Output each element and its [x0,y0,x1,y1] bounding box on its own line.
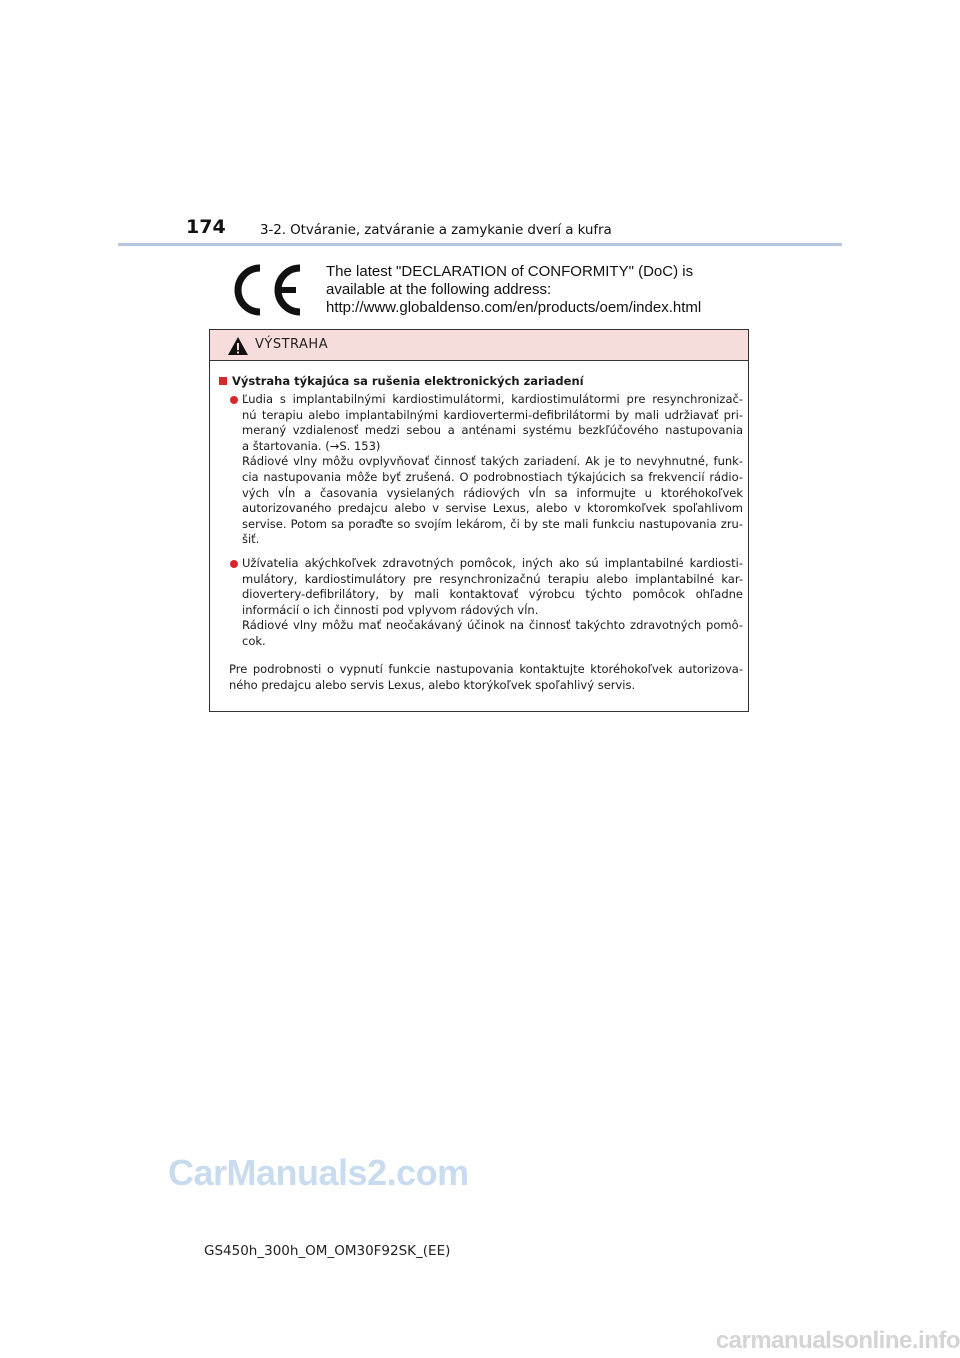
warning-subheading [219,374,584,390]
warning-title: VÝSTRAHA [255,337,329,352]
closing-paragraph [229,662,743,693]
text-line: diovertery-defibrilátory, by mali kontaktovať výrobcu týchto pomôcok ohľadne [242,587,743,602]
text-line: šiť. [242,532,260,547]
text-line: vých vĺn a časovania vysielaných rádiových vĺn sa informujte u ktoréhokoľvek [242,485,743,500]
text-line: Ľudia s implantabilnými kardiostimulátormi, kardiostimulátormi pre resynchronizač- [242,392,743,406]
text-line: autorizovaného predajcu alebo v servise Lexus, alebo v ktoromkoľvek spoľahlivom [242,501,743,516]
warning-header [210,330,748,361]
warning-box [209,329,749,712]
text-line: cok. [242,633,266,648]
text-line: nú terapiu alebo implantabilnými kardiovertermi-defibrilátormi by mali udržiavať pri- [242,407,743,422]
square-bullet-icon [219,377,227,385]
warning-subheading-text: Výstraha týkajúca sa rušenia elektronických zariadení [232,374,584,388]
warning-bullet [230,556,743,650]
text-line: Rádiové vlny môžu mať neočakávaný účinok na činnosť takýchto zdravotných pomô- [242,618,743,633]
text-line: cia nastupovania môže byť zrušená. O podrobnostiach týkajúcich sa frekvencií rádio- [242,469,743,484]
text-line: Rádiové vlny môžu ovplyvňovať činnosť takých zariadení. Ak je to nevyhnutné, funk- [242,454,743,469]
warning-bullet [230,392,743,548]
doc-line: available at the following address: [326,281,552,298]
text-line: informácií o ich činnosti pod vplyvom rádových vĺn. [242,602,539,617]
ce-mark-icon [230,262,306,318]
text-line: servise. Potom sa poraďte so svojím lekárom, či by ste mali funkciu nastupovania zru- [242,516,743,531]
bullet-dot-icon [230,396,238,404]
bullet-dot-icon [230,560,238,568]
text-line: meraný vzdialenosť medzi sebou a anténami systému bezkľúčového nastupovania [242,423,743,438]
section-title: 3-2. Otváranie, zatváranie a zamykanie dverí a kufra [260,222,612,238]
warning-triangle-icon [227,336,249,356]
text-line: Užívatelia akýchkoľvek zdravotných pomôcok, iných ako sú implantabilné kardiosti- [242,556,743,570]
text-line: Pre podrobnosti o vypnutí funkcie nastupovania kontaktujte ktoréhokoľvek autorizova- [229,662,743,676]
text-line: a štartovania. (→S. 153) [242,438,381,453]
document-code: GS450h_300h_OM_OM30F92SK_(EE) [204,1243,451,1259]
text-line: ného predajcu alebo servis Lexus, alebo ktorýkoľvek spoľahlivý servis. [229,677,636,692]
page-number: 174 [186,216,226,238]
header-divider [118,243,842,246]
declaration-of-conformity-notice [326,263,736,317]
text-line: mulátory, kardiostimulátory pre resynchronizačnú terapiu alebo implantabilné kar- [242,571,743,586]
doc-line: The latest "DECLARATION of CONFORMITY" (DoC) is [326,263,694,280]
site-watermark: carmanualsonline.info [715,1327,960,1354]
watermark-logo: CarManuals2.com [168,1152,469,1193]
doc-url[interactable]: http://www.globaldenso.com/en/products/oem/index.html [326,299,702,316]
